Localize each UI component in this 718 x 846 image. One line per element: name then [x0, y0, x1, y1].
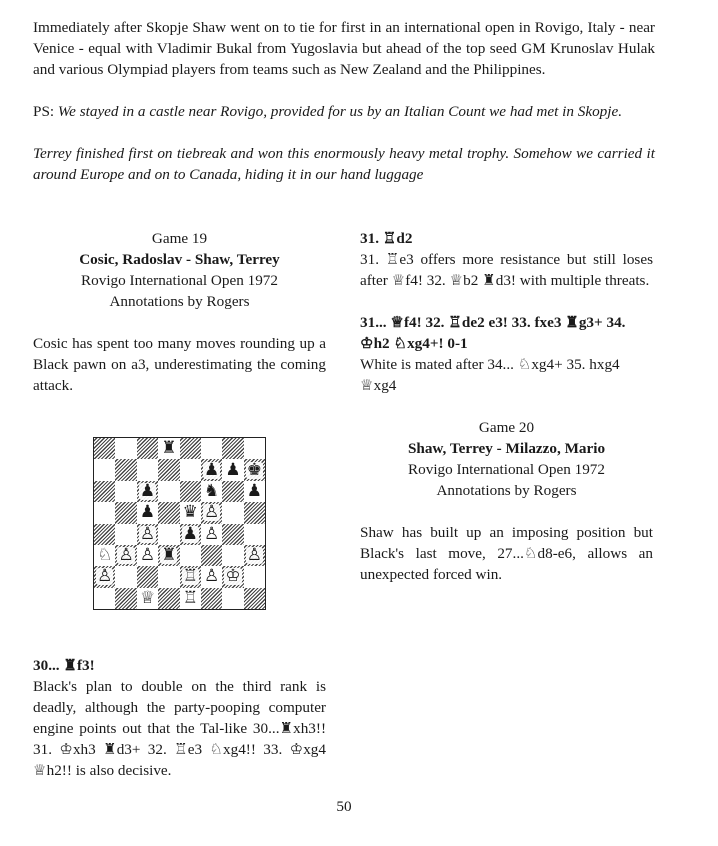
board-square: [201, 502, 222, 523]
game19-annotator: Annotations by Rogers: [109, 293, 250, 310]
board-square: [158, 588, 179, 609]
board-square: [94, 481, 115, 502]
board-square: [137, 502, 158, 523]
chess-piece: ♖: [182, 566, 198, 587]
board-square: [180, 588, 201, 609]
chess-piece: ♙: [203, 566, 220, 587]
board-square: [222, 459, 243, 480]
board-square: [222, 438, 243, 459]
page-number: 50: [336, 798, 352, 815]
board-square: [94, 588, 115, 609]
chess-board: [94, 438, 265, 609]
board-square: [115, 545, 136, 566]
board-square: [137, 566, 158, 587]
board-square: [201, 481, 222, 502]
chess-piece: ♕: [139, 587, 156, 608]
board-square: [158, 502, 179, 523]
board-square: [94, 524, 115, 545]
board-square: [201, 524, 222, 545]
board-square: [115, 502, 136, 523]
board-square: [201, 545, 222, 566]
chess-piece: ♖: [182, 587, 198, 608]
trophy-text: Terrey finished first on tiebreak and won this enormously heavy metal trophy. Somehow we carried it around Europe and on to Canada, hiding it in our hand luggage: [33, 145, 655, 183]
board-square: [180, 524, 201, 545]
chess-diagram: [93, 437, 266, 610]
board-square: [201, 566, 222, 587]
chess-piece: ♙: [203, 523, 220, 544]
left-column: [33, 228, 326, 396]
board-square: [244, 566, 265, 587]
board-square: [222, 481, 243, 502]
chess-piece: ♟: [139, 480, 156, 501]
board-square: [222, 502, 243, 523]
board-square: [180, 438, 201, 459]
board-square: [222, 545, 243, 566]
board-square: [244, 481, 265, 502]
chess-piece: ♞: [203, 480, 220, 501]
move30-heading: 30... ♜f3!: [33, 657, 95, 674]
move31b-text: White is mated after 34... ♘xg4+ 35. hxg4 ♕xg4: [360, 356, 620, 394]
chess-piece: ♟: [139, 502, 156, 523]
board-square: [137, 459, 158, 480]
board-square: [115, 524, 136, 545]
board-square: [115, 438, 136, 459]
ps-text: We stayed in a castle near Rovigo, provided for us by an Italian Count we had met in Skopje.: [57, 103, 623, 120]
board-square: [158, 481, 179, 502]
chess-piece: ♚: [246, 459, 262, 480]
board-square: [158, 459, 179, 480]
board-square: [244, 588, 265, 609]
chess-piece: ♙: [139, 523, 156, 544]
board-square: [137, 481, 158, 502]
board-square: [94, 545, 115, 566]
board-square: [137, 438, 158, 459]
game20-players: Shaw, Terrey - Milazzo, Mario: [407, 440, 606, 457]
board-square: [115, 481, 136, 502]
board-square: [94, 438, 115, 459]
board-square: [222, 566, 243, 587]
board-square: [222, 524, 243, 545]
game20-number: Game 20: [478, 419, 535, 436]
move31b-heading: 31... ♕f4! 32. ♖de2 e3! 33. fxe3 ♜g3+ 34. ♔h2 ♘xg4+! 0-1: [360, 314, 626, 352]
board-square: [158, 545, 179, 566]
board-square: [201, 459, 222, 480]
board-square: [180, 545, 201, 566]
board-square: [158, 566, 179, 587]
chess-piece: ♟: [225, 459, 241, 480]
board-square: [244, 545, 265, 566]
board-square: [158, 438, 179, 459]
board-square: [201, 588, 222, 609]
board-square: [222, 588, 243, 609]
board-square: [180, 566, 201, 587]
board-square: [137, 524, 158, 545]
board-square: [94, 566, 115, 587]
game19-comment: Cosic has spent too many moves rounding up a Black pawn on a3, underestimating the coming attack.: [33, 335, 326, 394]
trophy-caption: [33, 143, 655, 185]
chess-piece: ♜: [161, 438, 177, 459]
board-square: [180, 481, 201, 502]
intro-paragraph: Immediately after Skopje Shaw went on to tie for first in an international open in Rovigo, Italy - near Venice - equal with Vladimir Bukal from Yugoslavia but ahead of the top seed GM Krunoslav Hulak and various Olympiad players from teams such as New Zealand and the Philippines.: [33, 19, 655, 78]
board-square: [115, 459, 136, 480]
board-square: [158, 524, 179, 545]
game20-event: Rovigo International Open 1972: [408, 461, 605, 478]
chess-piece: ♟: [182, 523, 198, 544]
intro-text: [33, 17, 655, 185]
game19-players: Cosic, Radoslav - Shaw, Terrey: [79, 251, 280, 268]
board-square: [201, 438, 222, 459]
board-square: [180, 502, 201, 523]
board-square: [244, 524, 265, 545]
chess-piece: ♙: [118, 545, 134, 566]
game19-event: Rovigo International Open 1972: [81, 272, 278, 289]
chess-piece: ♟: [203, 459, 220, 480]
board-square: [94, 459, 115, 480]
chess-piece: ♙: [139, 545, 156, 566]
board-square: [244, 459, 265, 480]
chess-piece: ♘: [97, 545, 113, 566]
board-square: [137, 588, 158, 609]
chess-piece: ♛: [182, 502, 198, 523]
move30-annotation: [33, 655, 326, 781]
board-square: [137, 545, 158, 566]
move30-text: Black's plan to double on the third rank is deadly, although the party-pooping computer engine points out that the Tal-like 30...♜xh3!! 31. ♔xh3 ♜d3+ 32. ♖e3 ♘xg4!! 33. ♔xg4 ♕h2!! is also decisive.: [33, 678, 326, 779]
chess-piece: ♙: [97, 566, 113, 587]
ps-paragraph: [33, 101, 655, 122]
board-square: [180, 459, 201, 480]
chess-piece: ♟: [246, 480, 262, 501]
board-square: [244, 502, 265, 523]
chess-piece: ♙: [203, 502, 220, 523]
board-square: [115, 588, 136, 609]
board-square: [94, 502, 115, 523]
ps-label: PS:: [33, 103, 58, 120]
right-column: [360, 228, 653, 585]
move31-heading: 31. ♖d2: [360, 230, 413, 247]
game20-annotator: Annotations by Rogers: [436, 482, 577, 499]
chess-piece: ♔: [225, 566, 241, 587]
board-square: [115, 566, 136, 587]
chess-piece: ♙: [246, 545, 262, 566]
chess-piece: ♜: [161, 545, 177, 566]
move31-text: 31. ♖e3 offers more resistance but still loses after ♕f4! 32. ♕b2 ♜d3! with multiple threats.: [360, 251, 653, 289]
board-square: [244, 438, 265, 459]
game19-number: Game 19: [151, 230, 208, 247]
game20-comment: Shaw has built up an imposing position but Black's last move, 27...♘d8-e6, allows an unexpected forced win.: [360, 524, 653, 583]
